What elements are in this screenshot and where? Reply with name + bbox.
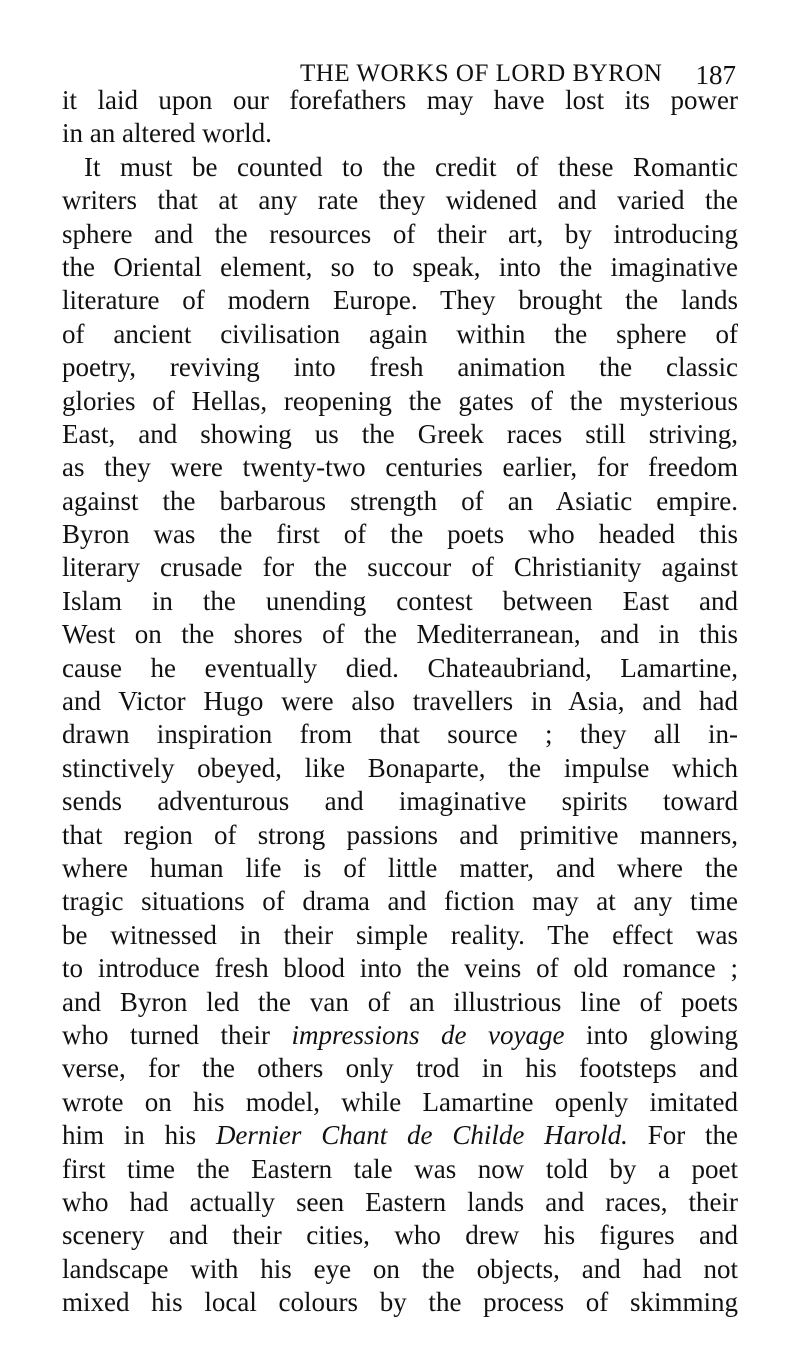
text-segment: against the barbarous strength of an Asiatic empire. [62, 485, 738, 516]
text-segment: writers that at any rate they widened and varied the [62, 185, 738, 216]
text-line [62, 218, 738, 251]
text-segment: into glowing [564, 1019, 739, 1050]
text-segment: in an altered world. [62, 118, 272, 149]
text-line [62, 652, 738, 685]
text-segment: sends adventurous and imaginative spirits toward [62, 786, 738, 817]
text-line [62, 585, 738, 618]
text-segment: literature of modern Europe. They brought the lands [62, 285, 738, 316]
text-line [62, 385, 738, 418]
text-line [62, 485, 738, 518]
text-segment: literary crusade for the succour of Christianity against [62, 552, 738, 583]
text-line [62, 117, 738, 150]
text-segment: cause he eventually died. Chateaubriand, Lamartine, [62, 652, 738, 683]
text-segment: It must be counted to the credit of these Romantic [84, 151, 738, 182]
body-text [62, 84, 738, 1319]
text-segment: of ancient civilisation again within the sphere of [62, 318, 738, 349]
text-segment: first time the Eastern tale was now told by a poet [62, 1153, 738, 1184]
text-segment: the Oriental element, so to speak, into the imaginative [62, 251, 738, 282]
text-segment: landscape with his eye on the objects, and had not [62, 1253, 738, 1284]
text-line [62, 885, 738, 918]
italic-text: impressions de voyage [291, 1019, 565, 1050]
text-line [62, 819, 738, 852]
text-segment: who had actually seen Eastern lands and races, their [62, 1186, 738, 1217]
text-segment: For the [627, 1120, 738, 1151]
text-line [62, 1253, 738, 1286]
text-segment: that region of strong passions and primitive manners, [62, 819, 738, 850]
text-line [62, 1286, 738, 1319]
text-line [62, 1219, 738, 1252]
italic-text: Dernier Chant de Childe Harold. [215, 1120, 628, 1151]
text-line [62, 1019, 738, 1052]
text-segment: Islam in the unending contest between East and [62, 585, 738, 616]
text-line [62, 84, 738, 117]
text-line [62, 1086, 738, 1119]
text-line [62, 418, 738, 451]
text-segment: scenery and their cities, who drew his figures and [62, 1220, 738, 1251]
text-line [62, 518, 738, 551]
text-line [62, 852, 738, 885]
text-line [62, 1052, 738, 1085]
text-line [62, 184, 738, 217]
text-segment: him in his [62, 1120, 216, 1151]
text-line [62, 1186, 738, 1219]
text-segment: glories of Hellas, reopening the gates of the mysterious [62, 385, 738, 416]
text-line [62, 752, 738, 785]
text-segment: sphere and the resources of their art, by introducing [62, 218, 738, 249]
page-number: 187 [695, 60, 736, 90]
text-line [62, 551, 738, 584]
text-line [62, 718, 738, 751]
text-segment: Byron was the first of the poets who headed this [62, 519, 738, 550]
text-segment: who turned their [62, 1019, 292, 1050]
text-line [62, 618, 738, 651]
text-segment: West on the shores of the Mediterranean, and in this [62, 619, 738, 650]
text-segment: verse, for the others only trod in his footsteps and [62, 1053, 738, 1084]
running-title: THE WORKS OF LORD BYRON [300, 60, 663, 87]
text-segment: it laid upon our forefathers may have lost its power [62, 85, 738, 115]
text-line [62, 318, 738, 351]
text-segment: be witnessed in their simple reality. The effect was [62, 919, 738, 950]
text-line [62, 919, 738, 952]
text-line [62, 1153, 738, 1186]
text-segment: mixed his local colours by the process of skimming [62, 1287, 738, 1318]
text-segment: and Victor Hugo were also travellers in Asia, and had [62, 686, 738, 717]
text-line [62, 685, 738, 718]
text-segment: and Byron led the van of an illustrious line of poets [62, 986, 738, 1017]
text-line [62, 351, 738, 384]
text-segment: drawn inspiration from that source ; they all in- [62, 719, 738, 750]
text-segment: as they were twenty-two centuries earlier, for freedom [62, 452, 738, 483]
text-segment: where human life is of little matter, and where the [62, 852, 738, 883]
text-line [62, 1119, 738, 1152]
text-line [62, 251, 738, 284]
text-segment: to introduce fresh blood into the veins of old romance ; [62, 953, 738, 984]
text-line [62, 952, 738, 985]
text-line [62, 986, 738, 1019]
text-segment: tragic situations of drama and fiction may at any time [62, 886, 738, 917]
text-line [62, 284, 738, 317]
text-segment: poetry, reviving into fresh animation the classic [62, 352, 738, 383]
text-segment: wrote on his model, while Lamartine openly imitated [62, 1086, 738, 1117]
text-line [62, 451, 738, 484]
text-segment: East, and showing us the Greek races still striving, [62, 418, 738, 449]
text-line [62, 151, 738, 184]
text-segment: stinctively obeyed, like Bonaparte, the impulse which [62, 752, 738, 783]
text-line [62, 785, 738, 818]
